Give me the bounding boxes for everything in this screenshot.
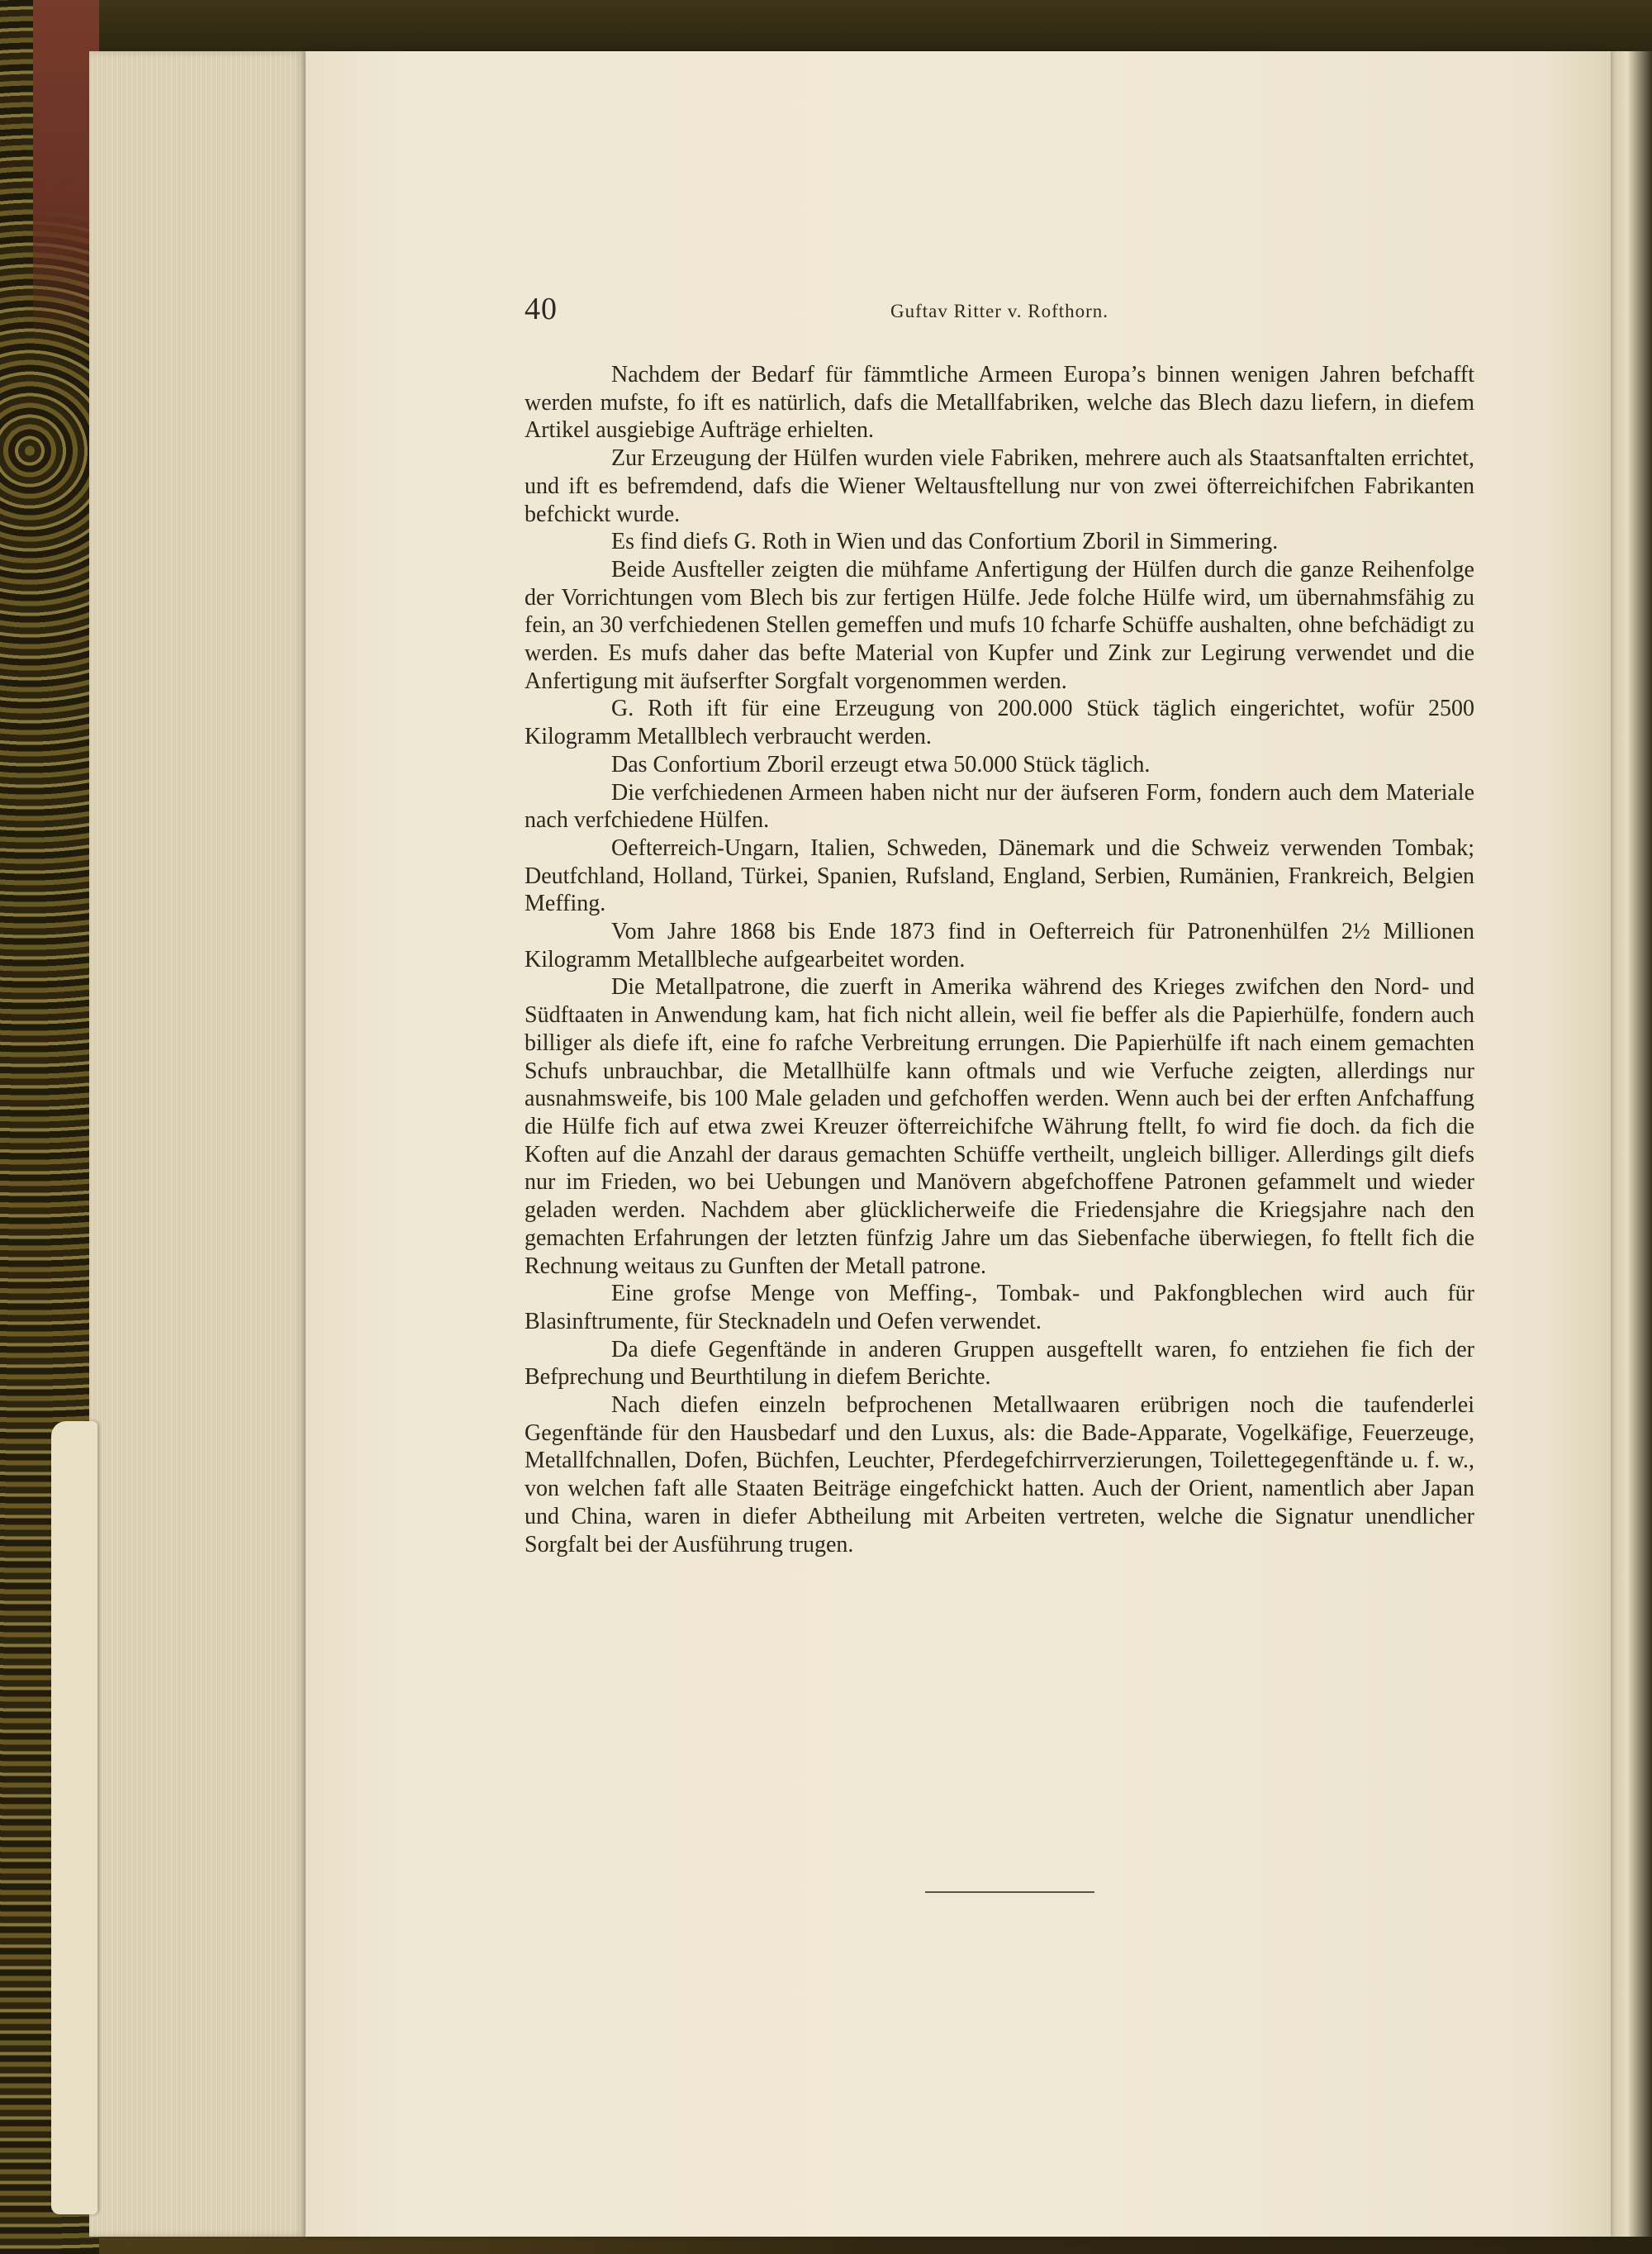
paragraph: Es find diefs G. Roth in Wien und das Confortium Zboril in Simmering.: [611, 529, 1279, 555]
body-text: [525, 361, 1474, 1558]
running-head: Guftav Ritter v. Rofthorn.: [890, 301, 1109, 321]
book-cover-top: [99, 0, 1652, 58]
paragraph: Nachdem der Bedarf für fämmtliche Armeen Europa’s binnen wenigen Jahren befchafft werden mufste, fo ift es natürlich, dafs die Metallfabriken, welche das Blech dazu liefern, in diefem Artikel ausgiebige Aufträge erhielten.: [525, 362, 1474, 444]
page-stack-edges: [89, 51, 306, 2237]
paragraph: Die verfchiedenen Armeen haben nicht nur der äufseren Form, fondern auch dem Materiale nach verfchiedene Hülfen.: [525, 779, 1474, 834]
paragraph: G. Roth ift für eine Erzeugung von 200.000 Stück täglich eingerichtet, wofür 2500 Kilogramm Metallblech verbraucht werden.: [525, 696, 1474, 750]
section-end-rule: [925, 1891, 1094, 1893]
paragraph: Die Metallpatrone, die zuerft in Amerika während des Krieges zwifchen den Nord- und Südftaaten in Anwendung kam, hat fich nicht allein, weil fie beffer als die Papierhülfe, fondern auch billiger als diefe ift, eine fo rafche Verbreitung errungen. Die Papierhülfe ift nach einem gemachten Schufs unbrauchbar, die Metallhülfe kann oftmals und wie Verfuche zeigten, allerdings nur ausnahmsweife, bis 100 Male geladen und gefchoffen werden. Wenn auch bei der erften Anfchaffung die Hülfe fich auf etwa zwei Kreuzer öfterreichifche Währung ftellt, fo wird fie doch. da fich die Koften auf die Anzahl der daraus gemachten Schüffe vertheilt, ungleich billiger. Allerdings gilt diefs nur im Frieden, wo bei Uebungen und Manövern abgefchoffene Patronen gefammelt und wieder geladen werden. Nachdem aber glücklicherweife die Friedensjahre die Kriegsjahre nach den gemachten Erfahrungen der letzten fünfzig Jahre um das Siebenfache überwiegen, fo ftellt fich die Rechnung weitaus zu Gunften der Metall patrone.: [525, 974, 1474, 1279]
paragraph: Eine grofse Menge von Meffing-, Tombak- und Pakfongblechen wird auch für Blasinftrumente, für Stecknadeln und Oefen verwendet.: [525, 1281, 1474, 1334]
paragraph: Da diefe Gegenftände in anderen Gruppen ausgeftellt waren, fo entziehen fie fich der Befprechung und Beurthtilung in diefem Berichte.: [525, 1336, 1474, 1391]
book-page: [306, 51, 1611, 2237]
paragraph: Oefterreich-Ungarn, Italien, Schweden, Dänemark und die Schweiz verwenden Tombak; Deutfchland, Holland, Türkei, Spanien, Rufsland, England, Serbien, Rumänien, Frankreich, Belgien Meffing.: [525, 835, 1474, 917]
page-header: [525, 291, 1474, 340]
paragraph: Beide Ausfteller zeigten die mühfame Anfertigung der Hülfen durch die ganze Reihenfolge der Vorrichtungen vom Blech bis zur fertigen Hülfe. Jede folche Hülfe wird, um übernahmsfähig zu fein, an 30 verfchiedenen Stellen gemeffen und mufs 10 fcharfe Schüffe aushalten, ohne befchädigt zu werden. Es mufs daher das befte Material von Kupfer und Zink zur Legirung verwendet und die Anfertigung mit äufserfter Sorgfalt vorgenommen werden.: [525, 556, 1474, 694]
facing-page-edge: [1611, 51, 1652, 2237]
paragraph: Vom Jahre 1868 bis Ende 1873 find in Oefterreich für Patronenhülfen 2½ Millionen Kilogramm Metallbleche aufgearbeitet worden.: [525, 919, 1474, 972]
page-number: 40: [525, 292, 558, 326]
torn-page-strip: [51, 1421, 97, 2214]
paragraph: Das Confortium Zboril erzeugt etwa 50.000 Stück täglich.: [611, 751, 1151, 777]
paragraph: Nach diefen einzeln befprochenen Metallwaaren erübrigen noch die taufenderlei Gegenftände für den Hausbedarf und den Luxus, als: die Bade-Apparate, Vogelkäfige, Feuerzeuge, Metallfchnallen, Dofen, Büchfen, Leuchter, Pferdegefchirrverzierungen, Toilettegegenftände u. f. w., von welchen faft alle Staaten Beiträge eingefchickt hatten. Auch der Orient, namentlich aber Japan und China, waren in diefer Abtheilung mit Arbeiten vertreten, welche die Signatur unendlicher Sorgfalt bei der Ausführung trugen.: [525, 1392, 1474, 1557]
paragraph: Zur Erzeugung der Hülfen wurden viele Fabriken, mehrere auch als Staatsanftalten errichtet, und ift es befremdend, dafs die Wiener Weltausftellung nur von zwei öfterreichifchen Fabrikanten befchickt wurde.: [525, 445, 1474, 527]
